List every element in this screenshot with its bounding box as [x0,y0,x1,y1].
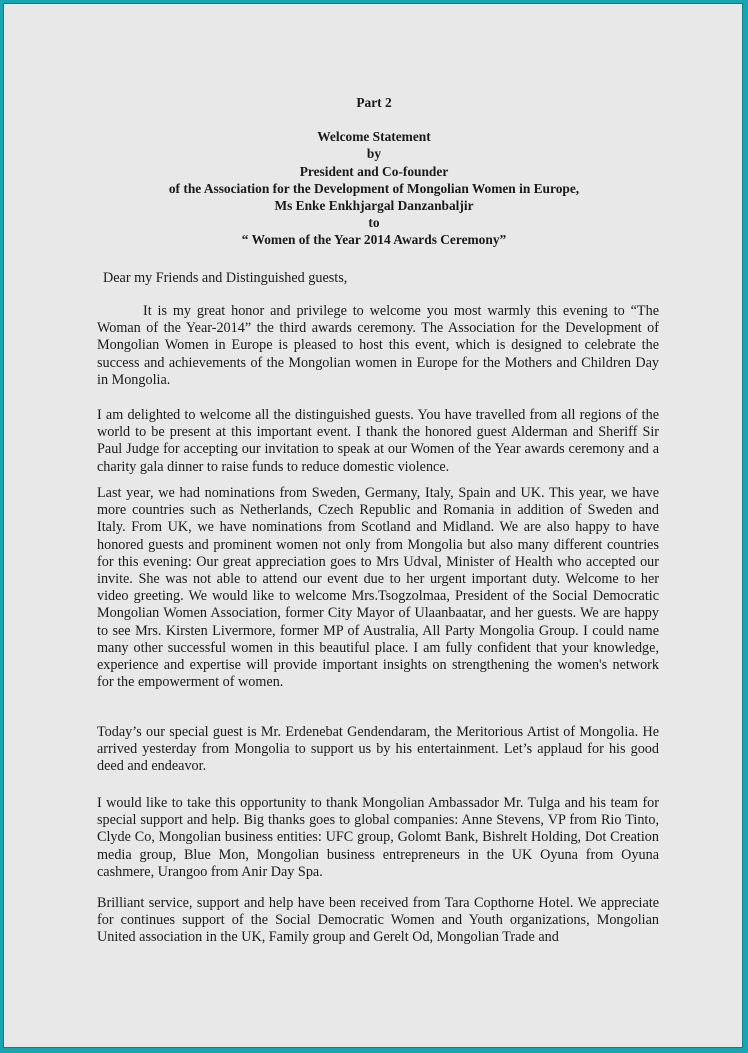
paragraph-nominations: Last year, we had nominations from Sweden, Germany, Italy, Spain and UK. This year, we have more countries such as Netherlands, Czech Republic and Romania in addition of Sweden and Italy. From UK, we have nominations from Scotland and Midland. We are also happy to have honored guests and prominent women not only from Mongolia but also many different countries for this evening: Our great appreciation goes to Mrs Udval, Minister of Health who accepted our invite. She was not able to attend our event due to her urgent important duty. Welcome to her video greeting. We would like to welcome Mrs.Tsogzolmaa, President of the Social Democratic Mongolian Women Association, former City Mayor of Ulaanbaatar, and her guests. We are happy to see Mrs. Kirsten Livermore, former MP of Australia, All Party Mongolia Group. I could name many other successful women in this beautiful place. I am fully confident that your knowledge, experience and expertise will provide important insights on strengthening the women's network for the empowerment of women. [97,485,659,691]
part-heading: Part 2 [356,95,392,110]
title-association: of the Association for the Development of Mongolian Women in Europe, [168,180,580,196]
paragraph-thanks: I would like to take this opportunity to thank Mongolian Ambassador Mr. Tulga and his team for special support and help. Big thanks goes to global companies: Anne Stevens, VP from Rio Tinto, Clyde Co, Mongolian business entities: UFC group, Golomt Bank, Bishrelt Holding, Dot Creation media group, Blue Mon, Mongolian business entrepreneurs in the UK Oyuna from Oyuna cashmere, Urangoo from Anir Day Spa. [97,795,659,880]
document-page [4,4,742,1047]
salutation: Dear my Friends and Distinguished guests, [103,270,348,286]
document-header [4,94,744,249]
title-speaker-name: Ms Enke Enkhjargal Danzanbaljir [274,198,474,214]
document-frame [3,3,743,1048]
title-to: to [368,215,380,231]
title-event: “ Women of the Year 2014 Awards Ceremony” [241,232,507,248]
paragraph-support: Brilliant service, support and help have been received from Tara Copthorne Hotel. We appreciate for continues support of the Social Democratic Women and Youth organizations, Mongolian United association in the UK, Family group and Gerelt Od, Mongolian Trade and [97,895,659,946]
paragraph-welcome: It is my great honor and privilege to welcome you most warmly this evening to “The Woman of the Year-2014” the third awards ceremony. The Association for the Development of Mongolian Women in Europe is pleased to host this event, which is designed to celebrate the success and achievements of the Mongolian women in Europe for the Mothers and Children Day in Mongolia. [97,303,659,388]
paragraph-guests: I am delighted to welcome all the distinguished guests. You have travelled from all regions of the world to be present at this important event. I thank the honored guest Alderman and Sheriff Sir Paul Judge for accepting our invitation to speak at our Women of the Year awards ceremony and a charity gala dinner to raise funds to reduce domestic violence. [97,407,659,475]
title-by: by [366,146,382,162]
paragraph-special-guest: Today’s our special guest is Mr. Erdenebat Gendendaram, the Meritorious Artist of Mongolia. He arrived yesterday from Mongolia to support us by his entertainment. Let’s applaud for his good deed and endeavor. [97,724,659,775]
title-role: President and Co-founder [299,163,449,179]
title-welcome-statement: Welcome Statement [317,129,431,145]
